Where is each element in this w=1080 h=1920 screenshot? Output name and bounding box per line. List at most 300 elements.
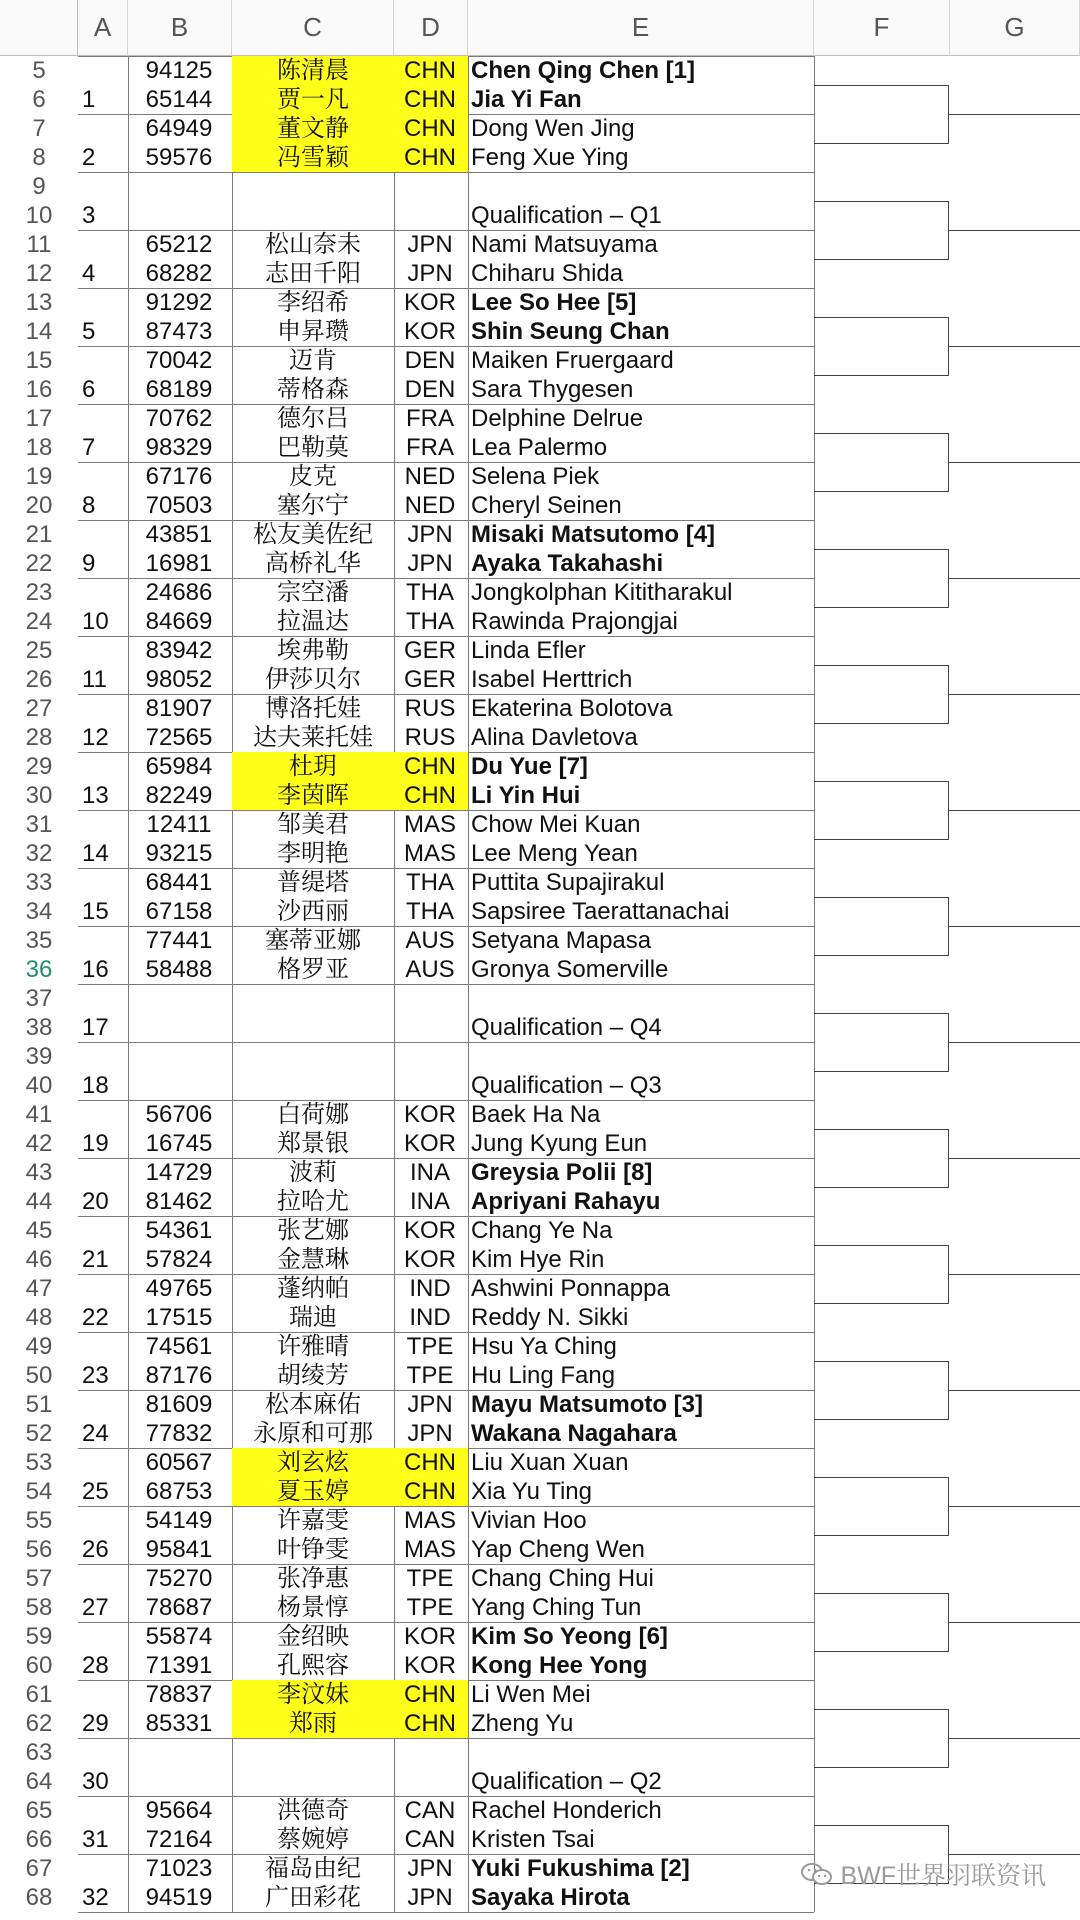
- row-number[interactable]: 12: [25, 260, 53, 287]
- draw-position-cell[interactable]: [80, 520, 132, 549]
- country-code-cell[interactable]: CHN: [404, 1478, 456, 1505]
- player-id-cell[interactable]: 70042: [145, 347, 213, 374]
- row-number[interactable]: 24: [25, 608, 53, 635]
- player-id-cell[interactable]: 64949: [145, 115, 213, 142]
- chinese-name-cell[interactable]: 德尔吕: [277, 405, 349, 432]
- player-name-cell[interactable]: Chen Qing Chen [1]: [471, 57, 695, 84]
- player-id-cell[interactable]: 14729: [145, 1159, 213, 1186]
- player-id-cell[interactable]: 65144: [145, 86, 213, 113]
- player-id-cell[interactable]: 87473: [145, 318, 213, 345]
- chinese-name-cell[interactable]: 陈清晨: [277, 57, 349, 84]
- player-id-cell[interactable]: 95841: [145, 1536, 213, 1563]
- draw-position-cell[interactable]: [80, 1564, 132, 1593]
- row-number[interactable]: 22: [25, 550, 53, 577]
- player-id-cell[interactable]: 95664: [145, 1797, 213, 1824]
- draw-position-cell[interactable]: 27: [82, 1594, 109, 1621]
- country-code-cell[interactable]: JPN: [407, 260, 453, 287]
- chinese-name-cell[interactable]: 格罗亚: [277, 956, 349, 983]
- chinese-name-cell[interactable]: 张净惠: [277, 1565, 349, 1592]
- row-number[interactable]: 56: [25, 1536, 53, 1563]
- country-code-cell[interactable]: CHN: [404, 1449, 456, 1476]
- player-name-cell[interactable]: Zheng Yu: [471, 1710, 574, 1737]
- player-id-cell[interactable]: 72164: [145, 1826, 213, 1853]
- column-header-f[interactable]: F: [814, 0, 950, 56]
- draw-position-cell[interactable]: 22: [82, 1304, 109, 1331]
- row-number[interactable]: 55: [25, 1507, 53, 1534]
- draw-position-cell[interactable]: 23: [82, 1362, 109, 1389]
- player-name-cell[interactable]: Chang Ching Hui: [471, 1565, 654, 1592]
- country-code-cell[interactable]: [394, 172, 466, 201]
- row-number[interactable]: 48: [25, 1304, 53, 1331]
- player-name-cell[interactable]: Lee Meng Yean: [471, 840, 638, 867]
- country-code-cell[interactable]: DEN: [404, 376, 456, 403]
- player-name-cell[interactable]: [471, 1738, 811, 1767]
- draw-position-cell[interactable]: [80, 1448, 132, 1477]
- country-code-cell[interactable]: DEN: [404, 347, 456, 374]
- player-id-cell[interactable]: 43851: [145, 521, 213, 548]
- country-code-cell[interactable]: KOR: [403, 1130, 456, 1157]
- country-code-cell[interactable]: CHN: [404, 1681, 456, 1708]
- draw-position-cell[interactable]: 19: [82, 1130, 109, 1157]
- row-number[interactable]: 60: [25, 1652, 53, 1679]
- player-id-cell[interactable]: 81462: [145, 1188, 213, 1215]
- country-code-cell[interactable]: [394, 1767, 466, 1796]
- draw-position-cell[interactable]: 31: [82, 1826, 109, 1853]
- player-name-cell[interactable]: Vivian Hoo: [471, 1507, 587, 1534]
- chinese-name-cell[interactable]: 杜玥: [289, 753, 337, 780]
- row-number[interactable]: 17: [25, 405, 53, 432]
- row-number[interactable]: 41: [25, 1101, 53, 1128]
- draw-position-cell[interactable]: [80, 1622, 132, 1651]
- player-name-cell[interactable]: [471, 984, 811, 1013]
- chinese-name-cell[interactable]: [234, 984, 392, 1013]
- country-code-cell[interactable]: CHN: [404, 753, 456, 780]
- player-name-cell[interactable]: Qualification – Q2: [471, 1768, 662, 1795]
- draw-position-cell[interactable]: [80, 984, 132, 1013]
- draw-position-cell[interactable]: 17: [82, 1014, 109, 1041]
- player-name-cell[interactable]: Delphine Delrue: [471, 405, 644, 432]
- country-code-cell[interactable]: FRA: [406, 434, 454, 461]
- row-number[interactable]: 6: [32, 86, 46, 113]
- row-number[interactable]: 35: [25, 927, 53, 954]
- row-number[interactable]: 45: [25, 1217, 53, 1244]
- row-number[interactable]: 42: [25, 1130, 53, 1157]
- player-id-cell[interactable]: 16745: [145, 1130, 213, 1157]
- draw-position-cell[interactable]: [80, 752, 132, 781]
- country-code-cell[interactable]: KOR: [403, 1217, 456, 1244]
- row-number[interactable]: 40: [25, 1072, 53, 1099]
- country-code-cell[interactable]: AUS: [405, 927, 455, 954]
- country-code-cell[interactable]: FRA: [406, 405, 454, 432]
- country-code-cell[interactable]: KOR: [403, 1246, 456, 1273]
- country-code-cell[interactable]: THA: [406, 898, 454, 925]
- player-name-cell[interactable]: Mayu Matsumoto [3]: [471, 1391, 704, 1418]
- chinese-name-cell[interactable]: 博洛托娃: [265, 695, 361, 722]
- row-number[interactable]: 16: [25, 376, 53, 403]
- chinese-name-cell[interactable]: 李明艳: [277, 840, 349, 867]
- chinese-name-cell[interactable]: 塞尔宁: [277, 492, 349, 519]
- row-number[interactable]: 14: [25, 318, 53, 345]
- row-number[interactable]: 52: [25, 1420, 53, 1447]
- row-number[interactable]: 63: [25, 1739, 53, 1766]
- player-id-cell[interactable]: 65984: [145, 753, 213, 780]
- player-name-cell[interactable]: Ekaterina Bolotova: [471, 695, 673, 722]
- player-name-cell[interactable]: Jung Kyung Eun: [471, 1130, 648, 1157]
- row-number[interactable]: 11: [26, 231, 52, 258]
- player-name-cell[interactable]: [471, 1042, 811, 1071]
- country-code-cell[interactable]: RUS: [404, 695, 456, 722]
- row-number[interactable]: 26: [25, 666, 53, 693]
- draw-position-cell[interactable]: [80, 1680, 132, 1709]
- row-number[interactable]: 46: [25, 1246, 53, 1273]
- player-id-cell[interactable]: [128, 1071, 230, 1100]
- country-code-cell[interactable]: CHN: [404, 782, 456, 809]
- draw-position-cell[interactable]: [80, 346, 132, 375]
- row-number[interactable]: 29: [25, 753, 53, 780]
- chinese-name-cell[interactable]: 波莉: [289, 1159, 337, 1186]
- country-code-cell[interactable]: JPN: [407, 521, 453, 548]
- select-all-corner[interactable]: [0, 0, 78, 56]
- player-id-cell[interactable]: 58488: [145, 956, 213, 983]
- row-number[interactable]: 38: [25, 1014, 53, 1041]
- player-id-cell[interactable]: 78837: [145, 1681, 213, 1708]
- player-id-cell[interactable]: [128, 984, 230, 1013]
- column-header-b[interactable]: B: [128, 0, 232, 56]
- country-code-cell[interactable]: GER: [403, 637, 456, 664]
- draw-position-cell[interactable]: [80, 1390, 132, 1419]
- player-id-cell[interactable]: [128, 1042, 230, 1071]
- row-number[interactable]: 28: [25, 724, 53, 751]
- player-name-cell[interactable]: Dong Wen Jing: [471, 115, 635, 142]
- country-code-cell[interactable]: [394, 1013, 466, 1042]
- player-name-cell[interactable]: Lee So Hee [5]: [471, 289, 637, 316]
- country-code-cell[interactable]: CHN: [404, 144, 456, 171]
- player-id-cell[interactable]: 81907: [145, 695, 213, 722]
- draw-position-cell[interactable]: [80, 1158, 132, 1187]
- player-name-cell[interactable]: Jongkolphan Kititharakul: [471, 579, 733, 606]
- chinese-name-cell[interactable]: 福岛由纪: [265, 1855, 361, 1882]
- player-name-cell[interactable]: Puttita Supajirakul: [471, 869, 665, 896]
- country-code-cell[interactable]: CAN: [404, 1826, 456, 1853]
- draw-position-cell[interactable]: [80, 636, 132, 665]
- draw-position-cell[interactable]: 12: [82, 724, 109, 751]
- row-number[interactable]: 36: [25, 956, 53, 983]
- player-id-cell[interactable]: 65212: [145, 231, 213, 258]
- row-number[interactable]: 50: [25, 1362, 53, 1389]
- player-name-cell[interactable]: Chang Ye Na: [471, 1217, 613, 1244]
- draw-position-cell[interactable]: 14: [82, 840, 109, 867]
- column-header-c[interactable]: C: [232, 0, 394, 56]
- row-number[interactable]: 15: [25, 347, 53, 374]
- player-id-cell[interactable]: 54361: [145, 1217, 213, 1244]
- player-name-cell[interactable]: Xia Yu Ting: [471, 1478, 592, 1505]
- chinese-name-cell[interactable]: 夏玉婷: [277, 1478, 349, 1505]
- chinese-name-cell[interactable]: 蔡婉婷: [277, 1826, 349, 1853]
- country-code-cell[interactable]: THA: [406, 608, 454, 635]
- chinese-name-cell[interactable]: 迈肯: [289, 347, 337, 374]
- country-code-cell[interactable]: JPN: [407, 231, 453, 258]
- player-id-cell[interactable]: 94519: [145, 1884, 213, 1911]
- draw-position-cell[interactable]: [80, 578, 132, 607]
- chinese-name-cell[interactable]: 杨景惇: [277, 1594, 349, 1621]
- player-id-cell[interactable]: 68282: [145, 260, 213, 287]
- country-code-cell[interactable]: [394, 984, 466, 1013]
- draw-position-cell[interactable]: [80, 1042, 132, 1071]
- player-name-cell[interactable]: Ayaka Takahashi: [471, 550, 664, 577]
- draw-position-cell[interactable]: [80, 404, 132, 433]
- country-code-cell[interactable]: TPE: [406, 1362, 454, 1389]
- player-id-cell[interactable]: [128, 172, 230, 201]
- chinese-name-cell[interactable]: 皮克: [289, 463, 337, 490]
- chinese-name-cell[interactable]: [234, 1042, 392, 1071]
- row-number[interactable]: 54: [25, 1478, 53, 1505]
- player-name-cell[interactable]: Li Wen Mei: [471, 1681, 591, 1708]
- chinese-name-cell[interactable]: 伊莎贝尔: [265, 666, 361, 693]
- country-code-cell[interactable]: GER: [403, 666, 456, 693]
- player-name-cell[interactable]: Apriyani Rahayu: [471, 1188, 661, 1215]
- draw-position-cell[interactable]: 9: [82, 550, 96, 577]
- player-name-cell[interactable]: Yang Ching Tun: [471, 1594, 642, 1621]
- player-name-cell[interactable]: Yap Cheng Wen: [471, 1536, 645, 1563]
- player-id-cell[interactable]: [128, 1738, 230, 1767]
- player-name-cell[interactable]: Baek Ha Na: [471, 1101, 601, 1128]
- player-name-cell[interactable]: Kristen Tsai: [471, 1826, 595, 1853]
- row-number[interactable]: 32: [25, 840, 53, 867]
- chinese-name-cell[interactable]: 达夫莱托娃: [253, 724, 373, 751]
- draw-position-cell[interactable]: 32: [82, 1884, 109, 1911]
- player-id-cell[interactable]: 24686: [145, 579, 213, 606]
- player-name-cell[interactable]: Reddy N. Sikki: [471, 1304, 629, 1331]
- player-id-cell[interactable]: 54149: [145, 1507, 213, 1534]
- draw-position-cell[interactable]: 6: [82, 376, 96, 403]
- player-id-cell[interactable]: 60567: [145, 1449, 213, 1476]
- row-number[interactable]: 58: [25, 1594, 53, 1621]
- row-number[interactable]: 68: [25, 1884, 53, 1911]
- chinese-name-cell[interactable]: 许嘉雯: [277, 1507, 349, 1534]
- draw-position-cell[interactable]: [80, 1796, 132, 1825]
- draw-position-cell[interactable]: 18: [82, 1072, 109, 1099]
- player-id-cell[interactable]: 75270: [145, 1565, 213, 1592]
- player-id-cell[interactable]: 93215: [145, 840, 213, 867]
- player-name-cell[interactable]: Kim So Yeong [6]: [471, 1623, 668, 1650]
- row-number[interactable]: 57: [25, 1565, 53, 1592]
- row-number[interactable]: 61: [25, 1681, 53, 1708]
- player-id-cell[interactable]: 77441: [145, 927, 213, 954]
- country-code-cell[interactable]: IND: [409, 1304, 451, 1331]
- chinese-name-cell[interactable]: 埃弗勒: [277, 637, 349, 664]
- chinese-name-cell[interactable]: 普缇塔: [277, 869, 349, 896]
- draw-position-cell[interactable]: 25: [82, 1478, 109, 1505]
- player-id-cell[interactable]: 56706: [145, 1101, 213, 1128]
- draw-position-cell[interactable]: [80, 1274, 132, 1303]
- country-code-cell[interactable]: KOR: [403, 1101, 456, 1128]
- country-code-cell[interactable]: CHN: [404, 57, 456, 84]
- player-name-cell[interactable]: Cheryl Seinen: [471, 492, 622, 519]
- draw-position-cell[interactable]: 28: [82, 1652, 109, 1679]
- draw-position-cell[interactable]: 5: [82, 318, 96, 345]
- player-name-cell[interactable]: Hu Ling Fang: [471, 1362, 616, 1389]
- player-name-cell[interactable]: Shin Seung Chan: [471, 318, 670, 345]
- row-number[interactable]: 23: [25, 579, 53, 606]
- row-number[interactable]: 67: [25, 1855, 53, 1882]
- row-number[interactable]: 59: [25, 1623, 53, 1650]
- player-id-cell[interactable]: 70503: [145, 492, 213, 519]
- country-code-cell[interactable]: MAS: [403, 840, 456, 867]
- player-id-cell[interactable]: 82249: [145, 782, 213, 809]
- row-number[interactable]: 66: [25, 1826, 53, 1853]
- chinese-name-cell[interactable]: 塞蒂亚娜: [265, 927, 361, 954]
- chinese-name-cell[interactable]: 拉哈尤: [277, 1188, 349, 1215]
- column-header-e[interactable]: E: [468, 0, 814, 56]
- chinese-name-cell[interactable]: 蒂格森: [277, 376, 349, 403]
- country-code-cell[interactable]: JPN: [407, 1855, 453, 1882]
- player-name-cell[interactable]: Isabel Herttrich: [471, 666, 633, 693]
- chinese-name-cell[interactable]: 巴勒莫: [277, 434, 349, 461]
- column-header-d[interactable]: D: [394, 0, 468, 56]
- row-number[interactable]: 47: [25, 1275, 53, 1302]
- player-name-cell[interactable]: Setyana Mapasa: [471, 927, 652, 954]
- country-code-cell[interactable]: MAS: [403, 1536, 456, 1563]
- country-code-cell[interactable]: KOR: [403, 289, 456, 316]
- player-id-cell[interactable]: 68189: [145, 376, 213, 403]
- row-number[interactable]: 33: [25, 869, 53, 896]
- row-number[interactable]: 25: [25, 637, 53, 664]
- column-header-g[interactable]: G: [950, 0, 1080, 56]
- chinese-name-cell[interactable]: 金绍映: [277, 1623, 349, 1650]
- draw-position-cell[interactable]: [80, 810, 132, 839]
- draw-position-cell[interactable]: [80, 1506, 132, 1535]
- column-header-a[interactable]: A: [78, 0, 128, 56]
- chinese-name-cell[interactable]: 邹美君: [277, 811, 349, 838]
- row-number[interactable]: 21: [25, 521, 53, 548]
- player-name-cell[interactable]: Yuki Fukushima [2]: [471, 1855, 690, 1882]
- row-number[interactable]: 9: [32, 173, 46, 200]
- row-number[interactable]: 34: [25, 898, 53, 925]
- country-code-cell[interactable]: THA: [406, 869, 454, 896]
- row-number[interactable]: 18: [25, 434, 53, 461]
- player-name-cell[interactable]: Sara Thygesen: [471, 376, 634, 403]
- country-code-cell[interactable]: JPN: [407, 1884, 453, 1911]
- player-name-cell[interactable]: Selena Piek: [471, 463, 600, 490]
- player-id-cell[interactable]: 77832: [145, 1420, 213, 1447]
- row-number[interactable]: 51: [25, 1391, 53, 1418]
- country-code-cell[interactable]: NED: [404, 492, 456, 519]
- player-id-cell[interactable]: 84669: [145, 608, 213, 635]
- player-name-cell[interactable]: [471, 172, 811, 201]
- player-name-cell[interactable]: Misaki Matsutomo [4]: [471, 521, 716, 548]
- country-code-cell[interactable]: TPE: [406, 1565, 454, 1592]
- player-name-cell[interactable]: Jia Yi Fan: [471, 86, 582, 113]
- draw-position-cell[interactable]: [80, 1100, 132, 1129]
- draw-position-cell[interactable]: [80, 462, 132, 491]
- draw-position-cell[interactable]: 30: [82, 1768, 109, 1795]
- player-id-cell[interactable]: [128, 1767, 230, 1796]
- draw-position-cell[interactable]: 24: [82, 1420, 109, 1447]
- draw-position-cell[interactable]: 3: [82, 202, 96, 229]
- player-name-cell[interactable]: Lea Palermo: [471, 434, 608, 461]
- draw-position-cell[interactable]: [80, 172, 132, 201]
- row-number[interactable]: 43: [25, 1159, 53, 1186]
- country-code-cell[interactable]: MAS: [403, 1507, 456, 1534]
- player-id-cell[interactable]: 83942: [145, 637, 213, 664]
- draw-position-cell[interactable]: 13: [82, 782, 109, 809]
- country-code-cell[interactable]: [394, 201, 466, 230]
- player-id-cell[interactable]: 67176: [145, 463, 213, 490]
- player-id-cell[interactable]: 57824: [145, 1246, 213, 1273]
- draw-position-cell[interactable]: 15: [82, 898, 109, 925]
- chinese-name-cell[interactable]: 李茵晖: [277, 782, 349, 809]
- country-code-cell[interactable]: IND: [409, 1275, 451, 1302]
- chinese-name-cell[interactable]: 郑景银: [277, 1130, 349, 1157]
- player-id-cell[interactable]: 74561: [145, 1333, 213, 1360]
- player-name-cell[interactable]: Wakana Nagahara: [471, 1420, 677, 1447]
- draw-position-cell[interactable]: [80, 1332, 132, 1361]
- row-number[interactable]: 5: [32, 57, 46, 84]
- player-id-cell[interactable]: 16981: [145, 550, 213, 577]
- player-name-cell[interactable]: Sayaka Hirota: [471, 1884, 630, 1911]
- row-number[interactable]: 31: [25, 811, 53, 838]
- player-id-cell[interactable]: 12411: [146, 811, 212, 838]
- player-name-cell[interactable]: Du Yue [7]: [471, 753, 588, 780]
- chinese-name-cell[interactable]: 志田千阳: [265, 260, 361, 287]
- country-code-cell[interactable]: AUS: [405, 956, 455, 983]
- country-code-cell[interactable]: JPN: [407, 1391, 453, 1418]
- draw-position-cell[interactable]: 8: [82, 492, 96, 519]
- player-id-cell[interactable]: 59576: [145, 144, 213, 171]
- player-id-cell[interactable]: 71023: [145, 1855, 213, 1882]
- player-name-cell[interactable]: Qualification – Q3: [471, 1072, 662, 1099]
- chinese-name-cell[interactable]: [234, 1738, 392, 1767]
- draw-position-cell[interactable]: [80, 1216, 132, 1245]
- row-number[interactable]: 20: [25, 492, 53, 519]
- country-code-cell[interactable]: CHN: [404, 1710, 456, 1737]
- chinese-name-cell[interactable]: [234, 201, 392, 230]
- draw-position-cell[interactable]: 2: [82, 144, 96, 171]
- draw-position-cell[interactable]: 11: [82, 666, 107, 693]
- player-name-cell[interactable]: Hsu Ya Ching: [471, 1333, 617, 1360]
- chinese-name-cell[interactable]: 叶铮雯: [277, 1536, 349, 1563]
- draw-position-cell[interactable]: [80, 114, 132, 143]
- draw-position-cell[interactable]: 21: [82, 1246, 109, 1273]
- row-number[interactable]: 64: [25, 1768, 53, 1795]
- chinese-name-cell[interactable]: [234, 1071, 392, 1100]
- player-id-cell[interactable]: [128, 201, 230, 230]
- row-number[interactable]: 7: [32, 115, 46, 142]
- chinese-name-cell[interactable]: 洪德奇: [277, 1797, 349, 1824]
- country-code-cell[interactable]: JPN: [407, 1420, 453, 1447]
- chinese-name-cell[interactable]: 宗空潘: [277, 579, 349, 606]
- player-name-cell[interactable]: Ashwini Ponnappa: [471, 1275, 670, 1302]
- chinese-name-cell[interactable]: [234, 1767, 392, 1796]
- player-name-cell[interactable]: Qualification – Q1: [471, 202, 662, 229]
- country-code-cell[interactable]: TPE: [406, 1333, 454, 1360]
- player-id-cell[interactable]: 68753: [145, 1478, 213, 1505]
- row-number[interactable]: 19: [25, 463, 53, 490]
- chinese-name-cell[interactable]: 拉温达: [277, 608, 349, 635]
- chinese-name-cell[interactable]: 金慧琳: [277, 1246, 349, 1273]
- player-id-cell[interactable]: [128, 1013, 230, 1042]
- draw-position-cell[interactable]: [80, 868, 132, 897]
- player-id-cell[interactable]: 94125: [145, 57, 213, 84]
- country-code-cell[interactable]: INA: [409, 1159, 450, 1186]
- player-name-cell[interactable]: Li Yin Hui: [471, 782, 581, 809]
- player-name-cell[interactable]: Nami Matsuyama: [471, 231, 658, 258]
- chinese-name-cell[interactable]: 高桥礼华: [265, 550, 361, 577]
- player-name-cell[interactable]: Rachel Honderich: [471, 1797, 662, 1824]
- player-name-cell[interactable]: Kong Hee Yong: [471, 1652, 648, 1679]
- draw-position-cell[interactable]: [80, 56, 132, 85]
- row-number[interactable]: 37: [25, 985, 53, 1012]
